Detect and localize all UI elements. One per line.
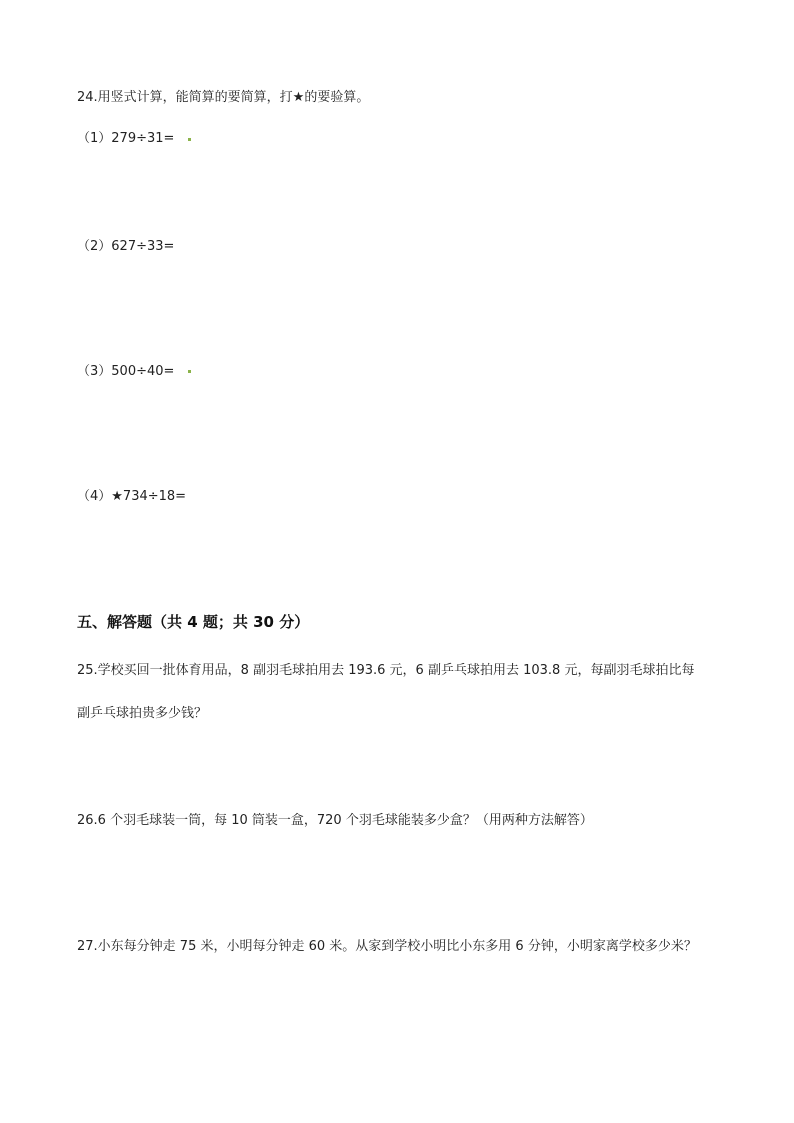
marker-dot: [188, 370, 191, 373]
question-24-item-2: （2）627÷33=: [77, 239, 175, 254]
question-25-line-2: 副乒乓球拍贵多少钱？: [77, 706, 208, 721]
marker-dot: [188, 138, 191, 141]
question-24-item-1: （1）279÷31=: [77, 131, 175, 146]
question-24-stem: 24.用竖式计算，能简算的要简算，打★的要验算。: [77, 90, 370, 105]
question-24-item-4: （4）★734÷18=: [77, 489, 187, 504]
section-5-title: 五、解答题（共 4 题；共 30 分）: [77, 613, 310, 631]
question-26: 26.6 个羽毛球装一筒，每 10 筒装一盒，720 个羽毛球能装多少盒？（用两种方法解答）: [77, 813, 593, 828]
question-27: 27.小东每分钟走 75 米，小明每分钟走 60 米。从家到学校小明比小东多用 6 分钟，小明家离学校多少米？: [77, 939, 697, 954]
question-24-item-3: （3）500÷40=: [77, 364, 175, 379]
question-25-line-1: 25.学校买回一批体育用品，8 副羽毛球拍用去 193.6 元，6 副乒乓球拍用去 103.8 元，每副羽毛球拍比每: [77, 663, 695, 678]
